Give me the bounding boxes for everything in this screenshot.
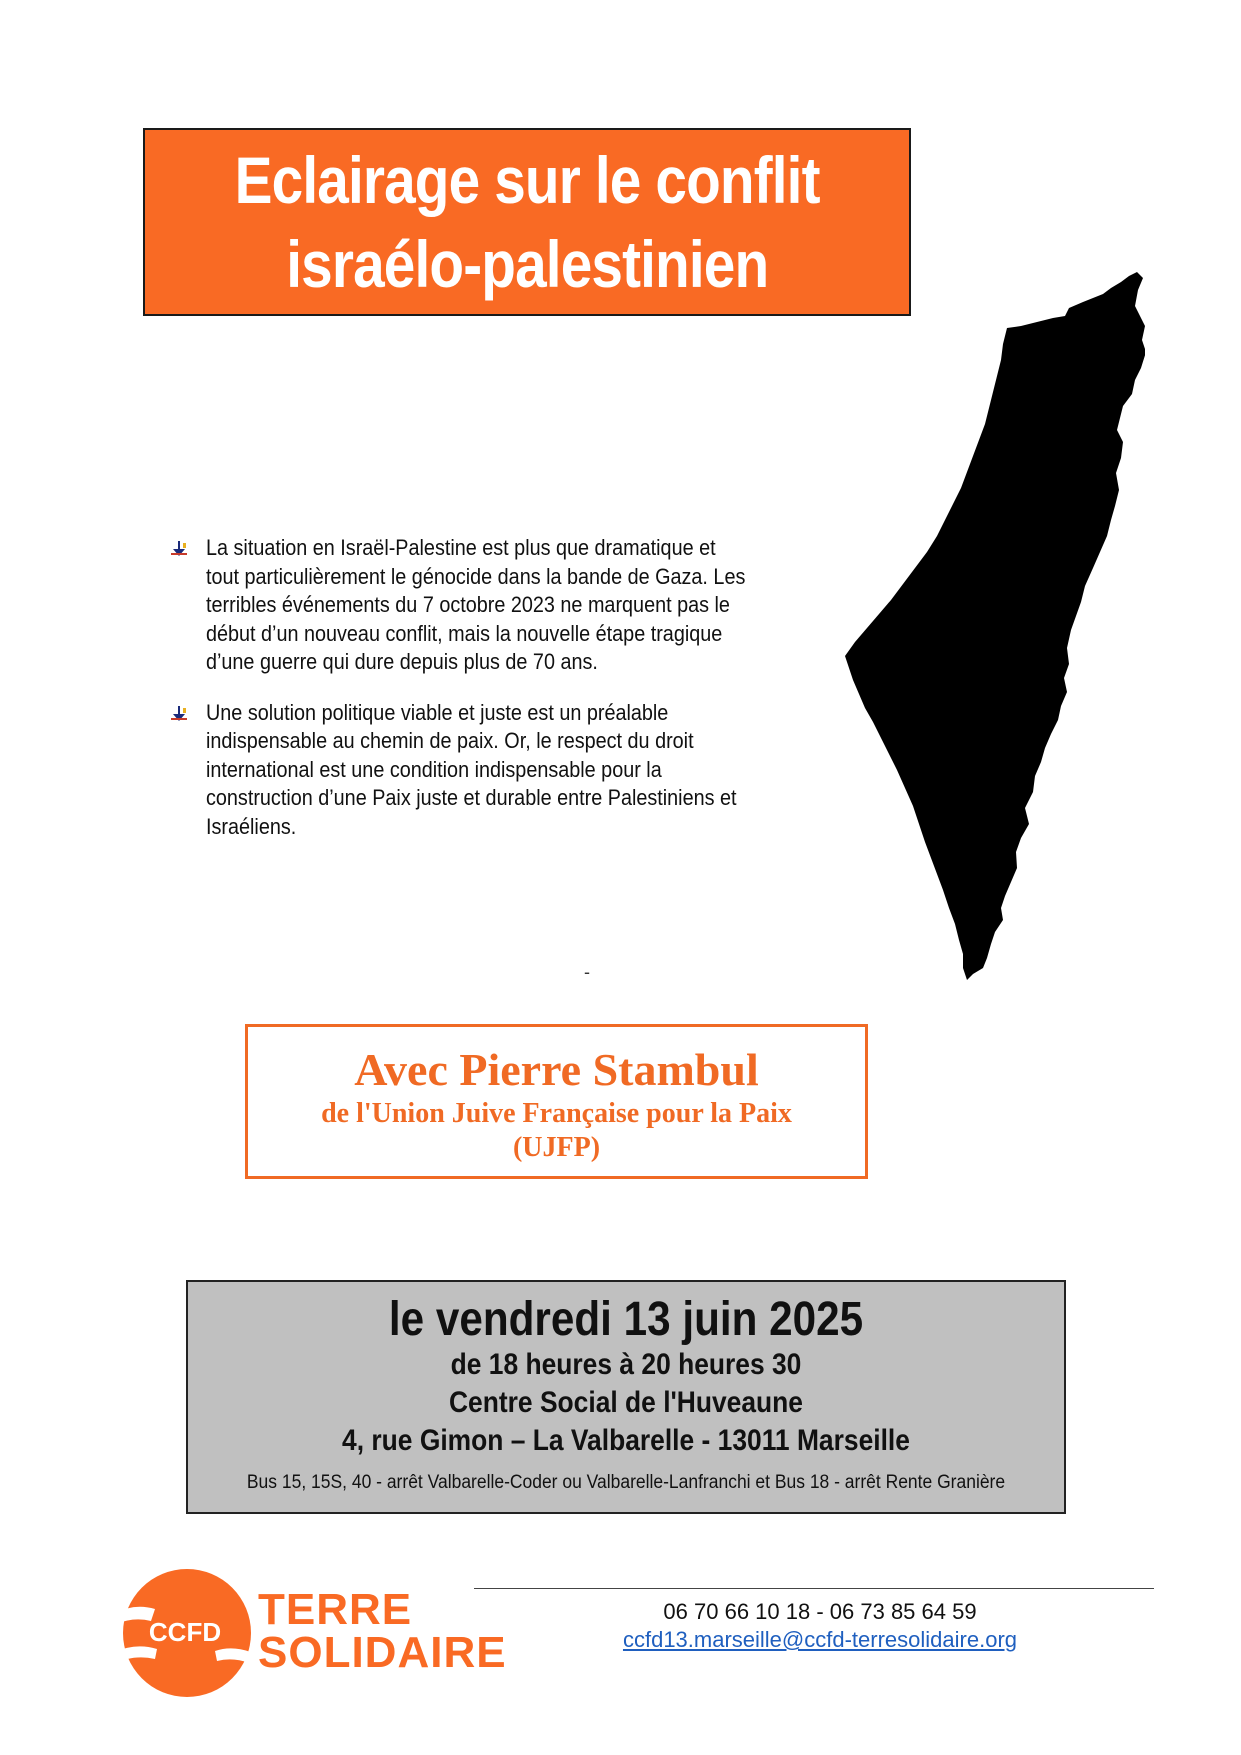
separator-dash: - bbox=[584, 962, 590, 982]
logo-badge: CCFD bbox=[148, 1617, 222, 1647]
speaker-box bbox=[245, 1024, 868, 1179]
arrow-down-bullet-icon bbox=[168, 706, 190, 722]
speaker-name: Avec Pierre Stambul bbox=[354, 1044, 759, 1095]
event-date: le vendredi 13 juin 2025 bbox=[388, 1293, 864, 1346]
arrow-down-bullet-icon bbox=[168, 541, 190, 557]
map-silhouette-icon bbox=[845, 268, 1145, 1068]
event-venue: Centre Social de l'Huveaune bbox=[448, 1386, 803, 1419]
title-line-1: Eclairage sur le conflit bbox=[234, 143, 820, 217]
title-line-2: israélo-palestinien bbox=[285, 227, 769, 301]
contact-phone: 06 70 66 10 18 - 06 73 85 64 59 bbox=[663, 1599, 977, 1624]
speaker-org-line-2: (UJFP) bbox=[512, 1132, 601, 1163]
speaker-organization bbox=[248, 1097, 865, 1165]
event-address: 4, rue Gimon – La Valbarelle - 13011 Marseille bbox=[342, 1424, 910, 1457]
logo-line-2: SOLIDAIRE bbox=[258, 1628, 507, 1677]
list-item bbox=[168, 534, 748, 677]
event-details-box bbox=[186, 1280, 1066, 1514]
logo-line-1: TERRE bbox=[258, 1585, 413, 1634]
event-time: de 18 heures à 20 heures 30 bbox=[450, 1348, 802, 1381]
ccfd-logo-icon bbox=[115, 1565, 255, 1700]
bullet-text: Une solution politique viable et juste est un préalable indispensable au chemin de paix. Or, le respect du droit international est une condition indispensable pour la construction d’une Paix juste et durable entre Palestiniens et Israéliens. bbox=[206, 699, 737, 839]
logo-wordmark bbox=[258, 1585, 507, 1677]
event-transport: Bus 15, 15S, 40 - arrêt Valbarelle-Coder ou Valbarelle-Lanfranchi et Bus 18 - arrêt Rente Granière bbox=[246, 1472, 1006, 1493]
speaker-org-line-1: de l'Union Juive Française pour la Paix bbox=[321, 1098, 792, 1129]
bullet-list bbox=[168, 534, 748, 863]
list-item bbox=[168, 699, 748, 842]
footer-divider bbox=[474, 1588, 1154, 1589]
contact-email-link[interactable]: ccfd13.marseille@ccfd-terresolidaire.org bbox=[622, 1627, 1018, 1652]
title-banner bbox=[143, 128, 911, 316]
bullet-text: La situation en Israël-Palestine est plus que dramatique et tout particulièrement le génocide dans la bande de Gaza. Les terribles événements du 7 octobre 2023 ne marquent pas le début d’un nouveau conflit, mais la nouvelle étape tragique d’une guerre qui dure depuis plus de 70 ans. bbox=[206, 535, 746, 674]
